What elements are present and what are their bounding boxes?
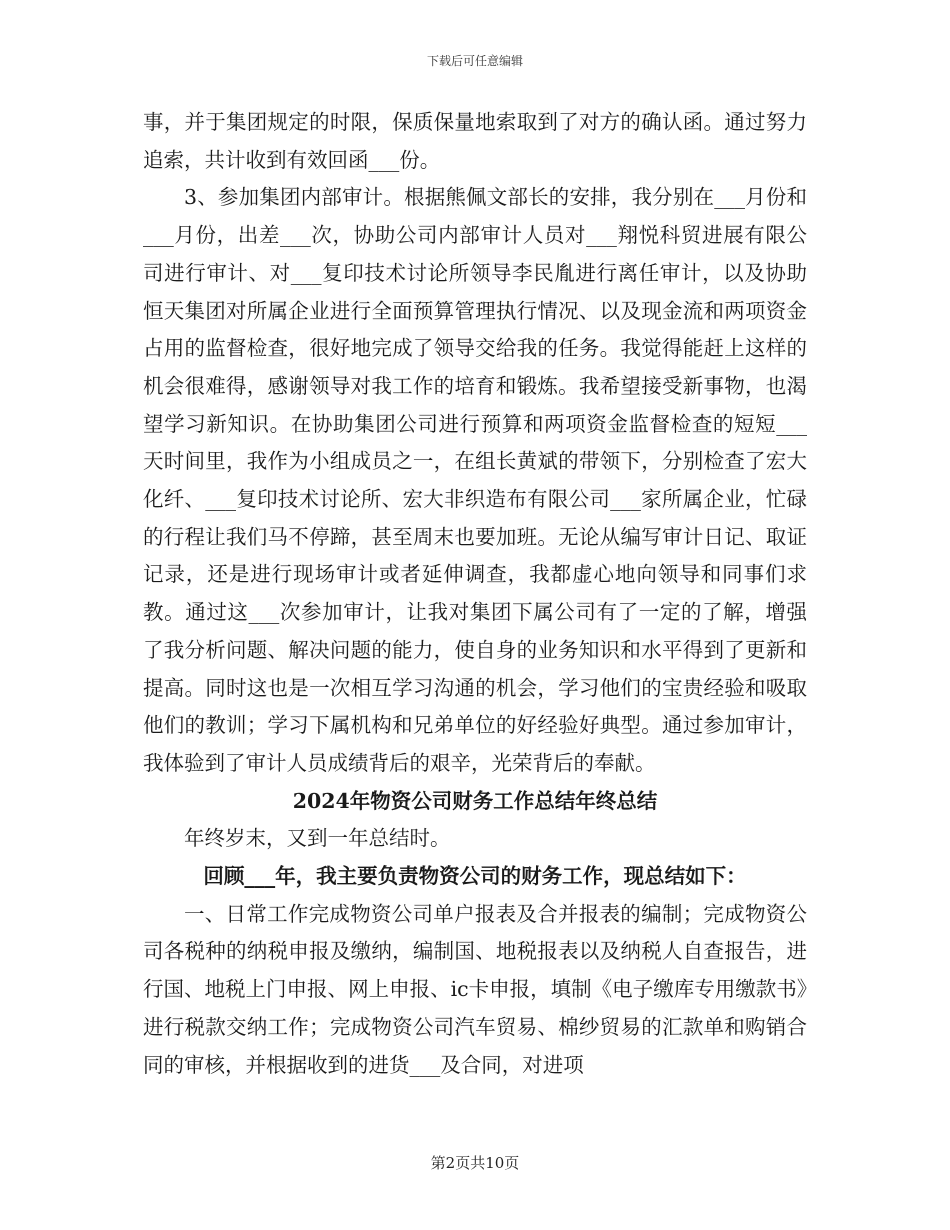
paragraph-audit: 3、参加集团内部审计。根据熊佩文部长的安排，我分别在___月份和___月份，出差___次，协助公司内部审计人员对___翔悦科贸进展有限公司进行审计、对___复印技术讨论所领导李民胤进行离任审计，以及协助恒天集团对所属企业进行全面预算管理执行情况、以及现金流和两项资金占用的监督检查，很好地完成了领导交给我的任务。我觉得能赶上这样的机会很难得，感谢领导对我工作的培育和锻炼。我希望接受新事物，也渴望学习新知识。在协助集团公司进行预算和两项资金监督检查的短短___天时间里，我作为小组成员之一，在组长黄斌的带领下，分别检查了宏大化纤、___复印技术讨论所、宏大非织造布有限公司___家所属企业，忙碌的行程让我们马不停蹄，甚至周末也要加班。无论从编写审计日记、取证记录，还是进行现场审计或者延伸调查，我都虚心地向领导和同事们求教。通过这___次参加审计，让我对集团下属公司有了一定的了解，增强了我分析问题、解决问题的能力，使自身的业务知识和水平得到了更新和提高。同时这也是一次相互学习沟通的机会，学习他们的宝贵经验和吸取他们的教训；学习下属机构和兄弟单位的好经验好典型。通过参加审计，我体验到了审计人员成绩背后的艰辛，光荣背后的奉献。 [143, 185, 807, 775]
page-header: 下载后可任意编辑 [426, 54, 523, 68]
section-title: 2024年物资公司财务工作总结年终总结 [292, 788, 658, 813]
paragraph-continuation: 事，并于集团规定的时限，保质保量地索取到了对方的确认函。通过努力追索，共计收到有效回函___份。 [143, 110, 807, 172]
section-subtitle: 回顾___年，我主要负责物资公司的财务工作，现总结如下： [203, 864, 747, 889]
page-footer: 第2页共10页 [430, 1154, 520, 1172]
document-body [143, 104, 807, 1084]
paragraph-daily-work: 一、日常工作完成物资公司单户报表及合并报表的编制；完成物资公司各税种的纳税申报及缴纳，编制国、地税报表以及纳税人自查报告，进行国、地税上门申报、网上申报、ic卡申报，填制《电子缴库专用缴款书》进行税款交纳工作；完成物资公司汽车贸易、棉纱贸易的汇款单和购销合同的审核，并根据收到的进货___及合同，对进项 [143, 901, 807, 1077]
paragraph-intro: 年终岁末，又到一年总结时。 [184, 826, 451, 851]
